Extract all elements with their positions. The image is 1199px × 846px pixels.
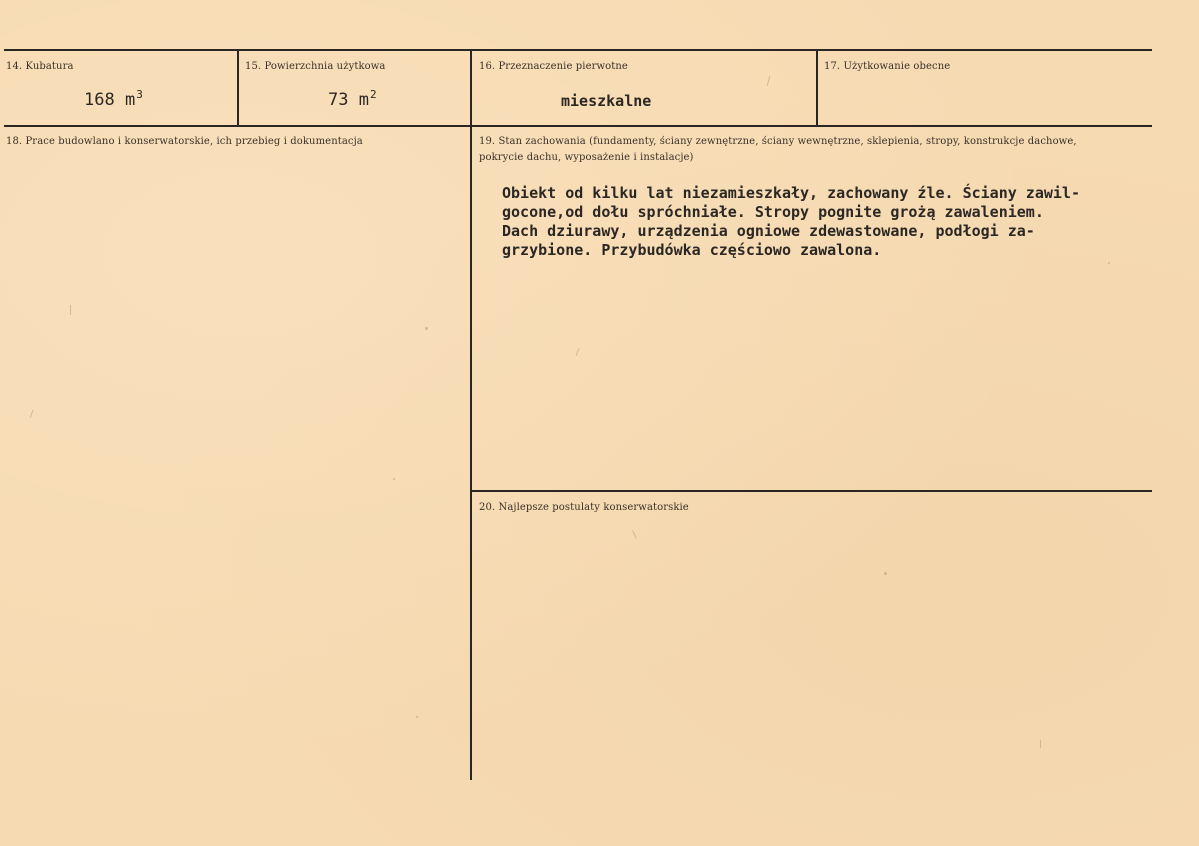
field-17-label: 17. Użytkowanie obecne (824, 61, 951, 72)
field-19-line-4: grzybione. Przybudówka częściowo zawalona. (502, 241, 882, 259)
field-19-line-2: gocone,od dołu spróchniałe. Stropy pognite grożą zawaleniem. (502, 203, 1044, 221)
field-15-number: 73 m (328, 90, 369, 110)
field-15-superscript: 2 (369, 88, 377, 101)
field-20-label: 20. Najlepsze postulaty konserwatorskie (479, 502, 689, 513)
paper-speck (632, 530, 637, 539)
paper-speck (576, 348, 580, 356)
field-16-value: mieszkalne (561, 92, 652, 110)
field-15-value (328, 88, 377, 110)
field-19-label: 19. Stan zachowania (fundamenty, ściany zewnętrzne, ściany wewnętrzne, sklepienia, stropy, konstrukcje dachowe, pokrycie dachu, wyposażenie i instalacje) (479, 136, 1077, 163)
field-18-label: 18. Prace budowlano i konserwatorskie, ich przebieg i dokumentacja (6, 136, 363, 147)
divider-14-15 (237, 50, 239, 126)
field-14-superscript: 3 (136, 88, 143, 101)
field-15-label: 15. Powierzchnia użytkowa (245, 61, 386, 72)
paper-speck (1040, 740, 1041, 748)
paper-speck (425, 327, 428, 330)
paper-speck (884, 572, 887, 575)
field-16-label: 16. Przeznaczenie pierwotne (479, 61, 628, 72)
paper-speck (416, 716, 418, 718)
paper-speck (1108, 262, 1110, 264)
field-19-line-1: Obiekt od kilku lat niezamieszkały, zachowany źle. Ściany zawil- (502, 184, 1080, 202)
field-14-label: 14. Kubatura (6, 61, 74, 72)
divider-15-16 (470, 50, 472, 780)
paper-speck (393, 478, 395, 480)
field-14-number: 168 m (84, 90, 136, 110)
paper-speck (767, 76, 771, 86)
divider-16-17 (816, 50, 818, 126)
paper-speck (30, 410, 34, 418)
field-19-line-3: Dach dziurawy, urządzenia ogniowe zdewastowane, podłogi za- (502, 222, 1035, 240)
section-20-rule (470, 490, 1152, 492)
middle-rule (4, 125, 1152, 127)
top-rule (4, 49, 1152, 51)
field-14-value (84, 88, 143, 110)
paper-speck (70, 305, 71, 315)
